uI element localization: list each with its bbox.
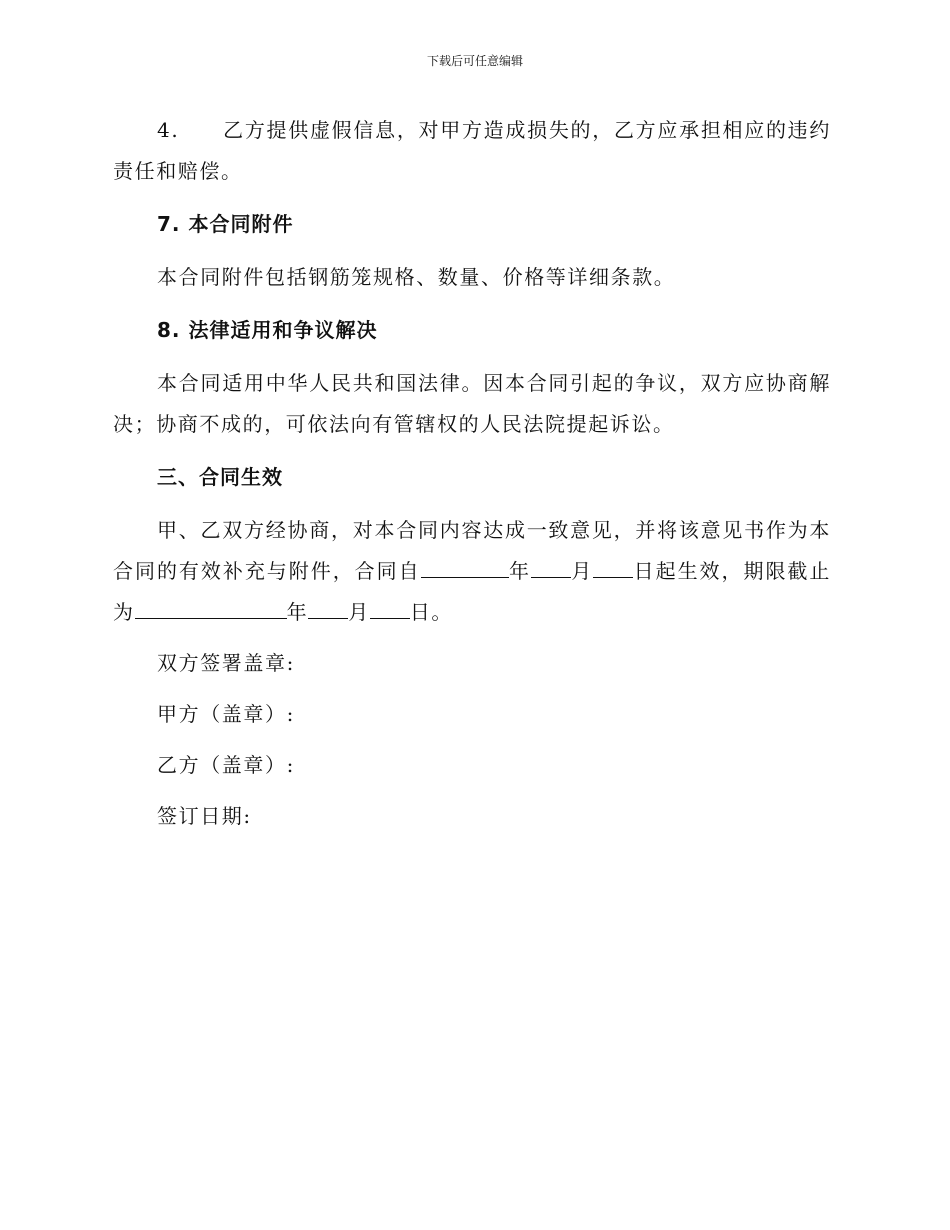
month-label-2: 月	[348, 600, 370, 624]
end-day-blank[interactable]	[370, 598, 410, 619]
end-month-blank[interactable]	[308, 598, 348, 619]
signature-party-a: 甲方（盖章）:	[157, 702, 295, 726]
year-label: 年	[508, 559, 531, 583]
section-7-body: 本合同附件包括钢筋笼规格、数量、价格等详细条款。	[157, 265, 676, 289]
signature-both: 双方签署盖章:	[157, 651, 295, 675]
section-3-title: 三、合同生效	[157, 465, 283, 489]
start-day-blank[interactable]	[593, 557, 633, 578]
start-year-blank[interactable]	[421, 557, 509, 578]
effective-text: 甲、乙双方经协商，对本合同内容达成一致意见，并将该意见书作为本合同的有效补充与附件，合同自	[113, 518, 831, 583]
clause-text: 乙方提供虚假信息，对甲方造成损失的，乙方应承担相应的违约责任和赔偿。	[113, 118, 831, 183]
start-month-blank[interactable]	[531, 557, 571, 578]
year-label-2: 年	[286, 600, 309, 624]
clause-4	[113, 110, 831, 192]
signature-date: 签订日期:	[157, 804, 252, 828]
section-3-body	[113, 510, 831, 633]
section-8-body: 本合同适用中华人民共和国法律。因本合同引起的争议，双方应协商解决；协商不成的，可依法向有管辖权的人民法院提起诉讼。	[113, 371, 831, 436]
month-label: 月	[570, 559, 594, 583]
document-body	[113, 110, 831, 837]
section-8-title: 8. 法律适用和争议解决	[157, 318, 378, 342]
signature-party-b: 乙方（盖章）:	[157, 753, 295, 777]
page-header: 下载后可任意编辑	[426, 54, 523, 68]
start-day-text: 日起生效，期限截止为	[113, 559, 831, 624]
end-year-blank[interactable]	[135, 598, 287, 619]
end-day-text: 日。	[409, 600, 454, 624]
clause-number: 4.	[157, 118, 180, 142]
section-7-title: 7. 本合同附件	[157, 212, 294, 236]
